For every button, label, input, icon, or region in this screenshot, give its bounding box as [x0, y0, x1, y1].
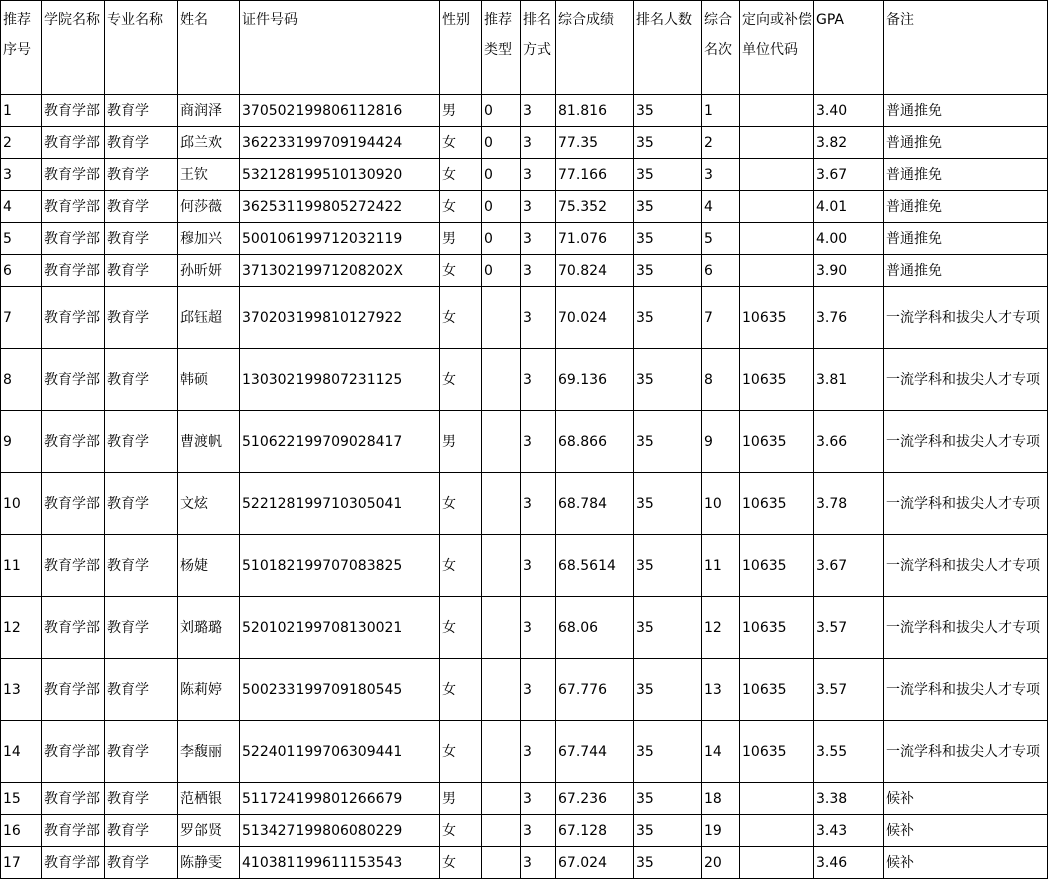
- table-cell: 何莎薇: [178, 191, 240, 223]
- table-cell: 513427199806080229: [240, 815, 440, 847]
- table-cell: 10635: [740, 287, 814, 349]
- table-cell: 3: [521, 847, 556, 879]
- table-cell: 68.784: [556, 473, 634, 535]
- table-row: [1, 815, 1048, 847]
- table-cell: 500233199709180545: [240, 659, 440, 721]
- table-cell: 教育学部: [42, 223, 105, 255]
- table-cell: 教育学: [105, 255, 178, 287]
- table-cell: 教育学部: [42, 411, 105, 473]
- header-cell: 综合成绩: [556, 1, 634, 95]
- table-cell: 教育学: [105, 847, 178, 879]
- table-cell: 10635: [740, 473, 814, 535]
- table-row: [1, 159, 1048, 191]
- table-cell: 10635: [740, 411, 814, 473]
- table-cell: 511724199801266679: [240, 783, 440, 815]
- table-cell: 3.38: [814, 783, 884, 815]
- table-cell: 4.01: [814, 191, 884, 223]
- header-cell: 证件号码: [240, 1, 440, 95]
- table-cell: 3.46: [814, 847, 884, 879]
- table-cell: 教育学: [105, 721, 178, 783]
- table-cell: 教育学: [105, 159, 178, 191]
- table-cell: 35: [634, 659, 702, 721]
- table-cell: 穆加兴: [178, 223, 240, 255]
- table-cell: 68.866: [556, 411, 634, 473]
- table-cell: 4.00: [814, 223, 884, 255]
- table-cell: [482, 473, 521, 535]
- table-cell: 教育学部: [42, 127, 105, 159]
- table-cell: 女: [440, 255, 482, 287]
- table-cell: 男: [440, 411, 482, 473]
- table-cell: 教育学: [105, 223, 178, 255]
- table-cell: 商润泽: [178, 95, 240, 127]
- header-cell: GPA: [814, 1, 884, 95]
- table-cell: 一流学科和拔尖人才专项: [884, 597, 1048, 659]
- table-cell: 3: [521, 535, 556, 597]
- table-cell: 教育学部: [42, 815, 105, 847]
- table-cell: 教育学部: [42, 95, 105, 127]
- table-cell: 35: [634, 255, 702, 287]
- table-cell: 35: [634, 223, 702, 255]
- table-row: [1, 287, 1048, 349]
- table-cell: 杨婕: [178, 535, 240, 597]
- table-cell: 一流学科和拔尖人才专项: [884, 411, 1048, 473]
- table-cell: 3: [521, 815, 556, 847]
- table-cell: 6: [1, 255, 42, 287]
- table-cell: 35: [634, 535, 702, 597]
- table-cell: 370502199806112816: [240, 95, 440, 127]
- table-cell: 教育学部: [42, 535, 105, 597]
- table-cell: 362233199709194424: [240, 127, 440, 159]
- table-cell: 韩硕: [178, 349, 240, 411]
- table-cell: 37130219971208202X: [240, 255, 440, 287]
- table-cell: 女: [440, 473, 482, 535]
- table-cell: 6: [702, 255, 740, 287]
- table-cell: 文炫: [178, 473, 240, 535]
- table-cell: 孙昕妍: [178, 255, 240, 287]
- table-cell: [482, 721, 521, 783]
- table-cell: [482, 349, 521, 411]
- header-cell: 学院名称: [42, 1, 105, 95]
- table-cell: 教育学部: [42, 847, 105, 879]
- table-cell: 67.744: [556, 721, 634, 783]
- table-cell: 12: [702, 597, 740, 659]
- header-cell: 定向或补偿单位代码: [740, 1, 814, 95]
- table-cell: 曹渡帆: [178, 411, 240, 473]
- table-row: [1, 191, 1048, 223]
- table-cell: 候补: [884, 783, 1048, 815]
- table-row: [1, 597, 1048, 659]
- table-cell: 男: [440, 783, 482, 815]
- table-row: [1, 783, 1048, 815]
- table-cell: 35: [634, 721, 702, 783]
- table-cell: 普通推免: [884, 127, 1048, 159]
- table-cell: 3.43: [814, 815, 884, 847]
- header-cell: 排名方式: [521, 1, 556, 95]
- header-cell: 性别: [440, 1, 482, 95]
- table-cell: 3.57: [814, 597, 884, 659]
- table-cell: 11: [702, 535, 740, 597]
- table-row: [1, 847, 1048, 879]
- table-row: [1, 95, 1048, 127]
- table-row: [1, 349, 1048, 411]
- table-cell: 邱兰欢: [178, 127, 240, 159]
- table-cell: 3: [521, 127, 556, 159]
- table-cell: 2: [702, 127, 740, 159]
- table-cell: 候补: [884, 847, 1048, 879]
- table-cell: [740, 159, 814, 191]
- table-cell: 3: [521, 473, 556, 535]
- table-cell: 69.136: [556, 349, 634, 411]
- table-cell: [482, 287, 521, 349]
- header-cell: 专业名称: [105, 1, 178, 95]
- table-cell: [482, 659, 521, 721]
- table-cell: 522401199706309441: [240, 721, 440, 783]
- table-row: [1, 721, 1048, 783]
- table-cell: 3: [521, 191, 556, 223]
- table-cell: 10635: [740, 721, 814, 783]
- table-cell: 3: [521, 255, 556, 287]
- header-cell: 综合名次: [702, 1, 740, 95]
- table-cell: 王钦: [178, 159, 240, 191]
- table-cell: [482, 783, 521, 815]
- table-cell: 10635: [740, 349, 814, 411]
- table-cell: 女: [440, 349, 482, 411]
- table-cell: 教育学: [105, 659, 178, 721]
- header-cell: 推荐序号: [1, 1, 42, 95]
- table-cell: [482, 847, 521, 879]
- table-cell: 15: [1, 783, 42, 815]
- table-cell: 候补: [884, 815, 1048, 847]
- table-cell: 女: [440, 287, 482, 349]
- table-row: [1, 473, 1048, 535]
- table-cell: 0: [482, 95, 521, 127]
- table-cell: 教育学: [105, 597, 178, 659]
- table-cell: 3: [521, 159, 556, 191]
- table-cell: 女: [440, 191, 482, 223]
- table-cell: 8: [1, 349, 42, 411]
- table-cell: 教育学部: [42, 783, 105, 815]
- table-cell: 35: [634, 191, 702, 223]
- table-cell: 普通推免: [884, 95, 1048, 127]
- table-cell: 35: [634, 127, 702, 159]
- table-cell: [482, 535, 521, 597]
- table-cell: 7: [702, 287, 740, 349]
- table-row: [1, 535, 1048, 597]
- table-cell: 35: [634, 815, 702, 847]
- table-cell: 71.076: [556, 223, 634, 255]
- table-cell: 普通推免: [884, 223, 1048, 255]
- table-cell: 19: [702, 815, 740, 847]
- table-cell: 陈静雯: [178, 847, 240, 879]
- table-cell: [482, 815, 521, 847]
- table-cell: 3: [1, 159, 42, 191]
- table-cell: 18: [702, 783, 740, 815]
- table-cell: 67.236: [556, 783, 634, 815]
- table-cell: 5: [702, 223, 740, 255]
- table-cell: 教育学部: [42, 191, 105, 223]
- table-cell: 一流学科和拔尖人才专项: [884, 659, 1048, 721]
- table-cell: 一流学科和拔尖人才专项: [884, 535, 1048, 597]
- table-cell: 1: [702, 95, 740, 127]
- table-cell: 女: [440, 127, 482, 159]
- table-cell: 教育学: [105, 191, 178, 223]
- table-cell: 教育学部: [42, 597, 105, 659]
- table-cell: 520102199708130021: [240, 597, 440, 659]
- table-cell: 3: [521, 223, 556, 255]
- table-cell: 14: [1, 721, 42, 783]
- table-cell: 1: [1, 95, 42, 127]
- table-cell: 0: [482, 191, 521, 223]
- table-row: [1, 223, 1048, 255]
- table-body: [1, 95, 1048, 879]
- table-cell: 70.024: [556, 287, 634, 349]
- table-cell: 3.76: [814, 287, 884, 349]
- table-cell: [482, 597, 521, 659]
- table-cell: [740, 255, 814, 287]
- table-cell: 一流学科和拔尖人才专项: [884, 721, 1048, 783]
- table-cell: 67.024: [556, 847, 634, 879]
- table-cell: 教育学: [105, 95, 178, 127]
- table-cell: 范栖银: [178, 783, 240, 815]
- table-cell: 男: [440, 95, 482, 127]
- table-cell: 35: [634, 473, 702, 535]
- header-cell: 姓名: [178, 1, 240, 95]
- table-cell: 130302199807231125: [240, 349, 440, 411]
- table-cell: 女: [440, 721, 482, 783]
- table-cell: [740, 95, 814, 127]
- table-cell: [482, 411, 521, 473]
- table-cell: 20: [702, 847, 740, 879]
- table-cell: 35: [634, 287, 702, 349]
- table-cell: 35: [634, 783, 702, 815]
- table-cell: 75.352: [556, 191, 634, 223]
- table-cell: [740, 847, 814, 879]
- header-row: [1, 1, 1048, 95]
- table-cell: 4: [1, 191, 42, 223]
- table-row: [1, 411, 1048, 473]
- table-cell: 7: [1, 287, 42, 349]
- table-cell: 8: [702, 349, 740, 411]
- table-cell: 13: [1, 659, 42, 721]
- table-cell: 35: [634, 159, 702, 191]
- table-cell: 3.90: [814, 255, 884, 287]
- table-cell: 67.776: [556, 659, 634, 721]
- table-cell: 3.55: [814, 721, 884, 783]
- table-cell: 3: [521, 597, 556, 659]
- table-cell: 教育学: [105, 411, 178, 473]
- table-cell: 教育学部: [42, 721, 105, 783]
- table-cell: 刘璐璐: [178, 597, 240, 659]
- table-cell: 罗郃贤: [178, 815, 240, 847]
- table-cell: 教育学: [105, 287, 178, 349]
- table-cell: 17: [1, 847, 42, 879]
- table-cell: 教育学: [105, 783, 178, 815]
- table-cell: 教育学: [105, 127, 178, 159]
- table-cell: [740, 127, 814, 159]
- header-cell: 推荐类型: [482, 1, 521, 95]
- table-cell: 3: [702, 159, 740, 191]
- table-cell: 3: [521, 659, 556, 721]
- table-cell: 68.5614: [556, 535, 634, 597]
- table-cell: 16: [1, 815, 42, 847]
- table-cell: 一流学科和拔尖人才专项: [884, 349, 1048, 411]
- table-cell: 一流学科和拔尖人才专项: [884, 473, 1048, 535]
- table-cell: 500106199712032119: [240, 223, 440, 255]
- table-cell: 10635: [740, 659, 814, 721]
- table-cell: 教育学: [105, 349, 178, 411]
- table-cell: 女: [440, 815, 482, 847]
- table-cell: 13: [702, 659, 740, 721]
- table-cell: 3.66: [814, 411, 884, 473]
- table-cell: 68.06: [556, 597, 634, 659]
- table-cell: 0: [482, 159, 521, 191]
- table-cell: 4: [702, 191, 740, 223]
- table-cell: 532128199510130920: [240, 159, 440, 191]
- table-cell: 一流学科和拔尖人才专项: [884, 287, 1048, 349]
- table-cell: 教育学: [105, 473, 178, 535]
- table-cell: 35: [634, 411, 702, 473]
- header-cell: 排名人数: [634, 1, 702, 95]
- table-row: [1, 255, 1048, 287]
- table-cell: 男: [440, 223, 482, 255]
- table-cell: 教育学部: [42, 255, 105, 287]
- table-cell: 教育学: [105, 535, 178, 597]
- table-cell: 教育学: [105, 815, 178, 847]
- table-cell: [740, 223, 814, 255]
- table-cell: 10: [1, 473, 42, 535]
- table-row: [1, 127, 1048, 159]
- table-cell: 3.82: [814, 127, 884, 159]
- table-cell: 0: [482, 255, 521, 287]
- table-cell: 3.67: [814, 535, 884, 597]
- table-cell: 67.128: [556, 815, 634, 847]
- table-cell: 教育学部: [42, 473, 105, 535]
- table-cell: 教育学部: [42, 349, 105, 411]
- table-cell: 522128199710305041: [240, 473, 440, 535]
- table-cell: 普通推免: [884, 159, 1048, 191]
- table-cell: 普通推免: [884, 191, 1048, 223]
- table-cell: 14: [702, 721, 740, 783]
- table-cell: 3.40: [814, 95, 884, 127]
- table-cell: 77.166: [556, 159, 634, 191]
- table-cell: 9: [702, 411, 740, 473]
- table-cell: 李馥丽: [178, 721, 240, 783]
- table-cell: [740, 783, 814, 815]
- table-cell: 女: [440, 535, 482, 597]
- table-cell: 35: [634, 847, 702, 879]
- table-cell: 3: [521, 411, 556, 473]
- table-cell: 77.35: [556, 127, 634, 159]
- table-cell: 陈莉婷: [178, 659, 240, 721]
- table-cell: 普通推免: [884, 255, 1048, 287]
- table-cell: 2: [1, 127, 42, 159]
- table-cell: 0: [482, 223, 521, 255]
- table-cell: 510182199707083825: [240, 535, 440, 597]
- table-cell: 370203199810127922: [240, 287, 440, 349]
- table-cell: 教育学部: [42, 287, 105, 349]
- table-cell: 11: [1, 535, 42, 597]
- table-cell: 邱钰超: [178, 287, 240, 349]
- table-cell: 3: [521, 349, 556, 411]
- table-cell: 35: [634, 95, 702, 127]
- table-cell: 9: [1, 411, 42, 473]
- table-cell: 女: [440, 847, 482, 879]
- table-cell: 3.81: [814, 349, 884, 411]
- table-row: [1, 659, 1048, 721]
- table-cell: 3: [521, 783, 556, 815]
- table-cell: [740, 191, 814, 223]
- table-cell: 5: [1, 223, 42, 255]
- table-cell: 70.824: [556, 255, 634, 287]
- table-cell: 3: [521, 287, 556, 349]
- table-cell: 362531199805272422: [240, 191, 440, 223]
- table-cell: 教育学部: [42, 159, 105, 191]
- table-cell: [740, 815, 814, 847]
- header-cell: 备注: [884, 1, 1048, 95]
- table-cell: 510622199709028417: [240, 411, 440, 473]
- table-cell: 10: [702, 473, 740, 535]
- table-cell: 3: [521, 721, 556, 783]
- table-cell: 3: [521, 95, 556, 127]
- table-cell: 35: [634, 349, 702, 411]
- table-cell: 3.57: [814, 659, 884, 721]
- table-cell: 35: [634, 597, 702, 659]
- table-cell: 3.67: [814, 159, 884, 191]
- table-cell: 410381199611153543: [240, 847, 440, 879]
- table-cell: 0: [482, 127, 521, 159]
- table-cell: 10635: [740, 535, 814, 597]
- table-cell: 81.816: [556, 95, 634, 127]
- table-cell: 12: [1, 597, 42, 659]
- table-cell: 教育学部: [42, 659, 105, 721]
- table-cell: 3.78: [814, 473, 884, 535]
- table-cell: 女: [440, 659, 482, 721]
- table-cell: 女: [440, 597, 482, 659]
- table-cell: 10635: [740, 597, 814, 659]
- table-cell: 女: [440, 159, 482, 191]
